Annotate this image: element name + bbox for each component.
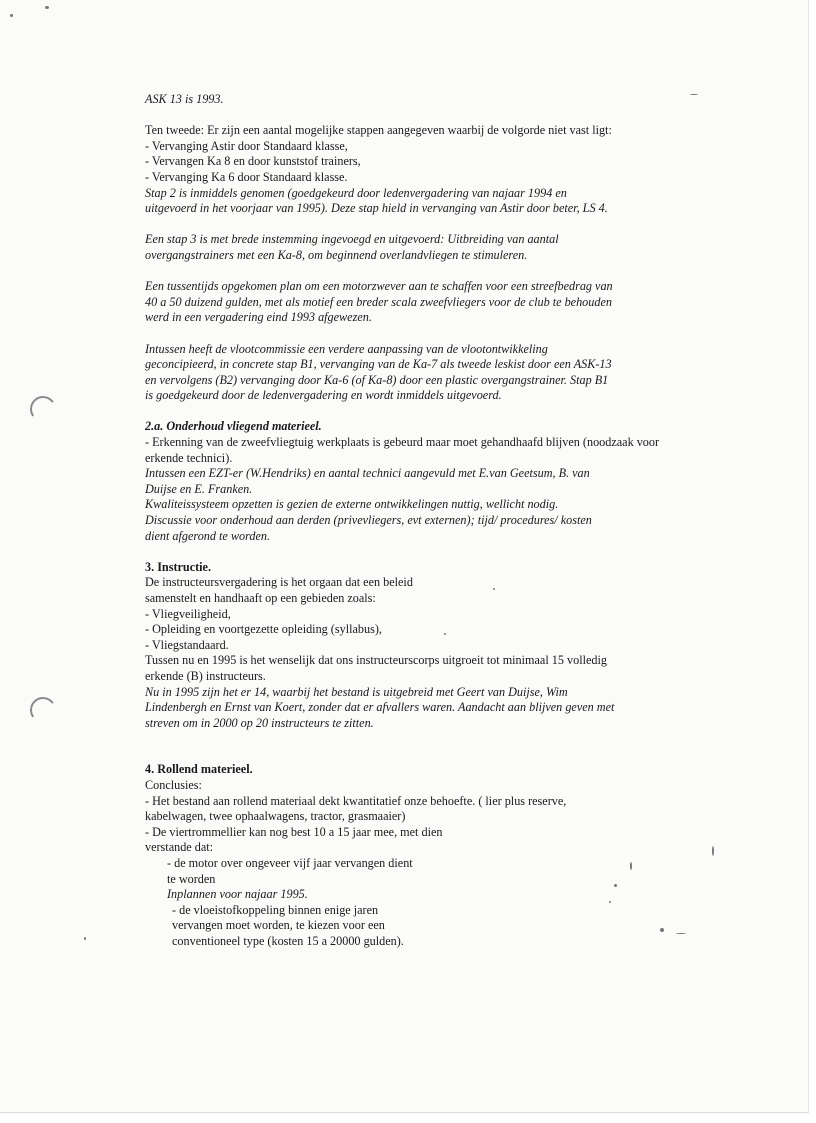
steps-item: - Vervanging Astir door Standaard klasse,	[145, 138, 348, 153]
section-line: Nu in 1995 zijn het er 14, waarbij het bestand is uitgebreid met Geert van Duijse, Wim	[145, 684, 568, 699]
section-heading: 4. Rollend materieel.	[145, 762, 253, 777]
section-rollend-materieel	[145, 762, 715, 949]
section-instructie	[145, 560, 715, 732]
section-line: - Vliegstandaard.	[145, 637, 229, 652]
vloot-line: en vervolgens (B2) vervanging door Ka-6 (of Ka-8) door een plastic overgangstrainer. Stap B1	[145, 372, 609, 387]
section-line: Kwaliteissysteem opzetten is gezien de externe ontwikkelingen nuttig, wellicht nodig.	[145, 497, 559, 512]
section-line: - Vliegveiligheid,	[145, 606, 231, 621]
section-line: - de vloeistofkoppeling binnen enige jaren	[172, 902, 379, 917]
section-line: kabelwagen, twee ophaalwagens, tractor, grasmaaier)	[145, 809, 406, 824]
section-line: - Erkenning van de zweefvliegtuig werkplaats is gebeurd maar moet gehandhaafd blijven (noodzaak voor	[145, 435, 660, 450]
step3-line: Een stap 3 is met brede instemming ingevoegd en uitgevoerd: Uitbreiding van aantal	[145, 232, 559, 247]
section-heading: 2.a. Onderhoud vliegend materieel.	[145, 419, 322, 434]
section-line: Inplannen voor najaar 1995.	[167, 887, 308, 902]
vloot-line: geconcipieerd, in concrete stap B1, vervanging van de Ka-7 als tweede leskist door een ASK-13	[145, 357, 612, 372]
document-body	[145, 92, 715, 949]
section-line: Discussie voor onderhoud aan derden (privevliegers, evt externen); tijd/ procedures/ kosten	[145, 513, 592, 528]
section-line: samenstelt en handhaaft op een gebieden zoals:	[145, 591, 376, 605]
section-line: De instructeursvergadering is het orgaan dat een beleid	[145, 575, 413, 590]
section-line: - De viertrommellier kan nog best 10 a 15 jaar mee, met dien	[145, 824, 443, 839]
section-line: conventioneel type (kosten 15 a 20000 gulden).	[172, 933, 404, 948]
section-line: Intussen een EZT-er (W.Hendriks) en aantal technici aangevuld met E.van Geetsum, B. van	[145, 466, 590, 481]
paragraph-vlootcommissie	[145, 342, 715, 404]
steps-note: Stap 2 is inmiddels genomen (goedgekeurd door ledenvergadering van najaar 1994 en	[145, 185, 567, 200]
section-line: verstande dat:	[145, 840, 214, 855]
motor-line: werd in een vergadering eind 1993 afgewezen.	[145, 310, 372, 325]
vloot-line: is goedgekeurd door de ledenvergadering en wordt inmiddels uitgevoerd.	[145, 388, 502, 403]
paragraph-step3	[145, 232, 715, 263]
section-line: streven om in 2000 op 20 instructeurs te zitten.	[145, 715, 374, 730]
scan-speck	[84, 937, 86, 940]
section-line: vervangen moet worden, te kiezen voor een	[172, 918, 385, 933]
section-line: Duijse en E. Franken.	[145, 481, 253, 496]
step3-line: overgangstrainers met een Ka-8, om beginnend overlandvliegen te stimuleren.	[145, 247, 528, 262]
steps-lead: Ten tweede: Er zijn een aantal mogelijke stappen aangegeven waarbij de volgorde niet vast ligt:	[145, 123, 612, 138]
section-line: - de motor over ongeveer vijf jaar vervangen dient	[167, 855, 413, 870]
paragraph-steps	[145, 123, 715, 217]
steps-item: - Vervanging Ka 6 door Standaard klasse.	[145, 169, 348, 184]
steps-note: uitgevoerd in het voorjaar van 1995). Deze stap hield in vervanging van Astir door beter, LS 4.	[145, 201, 608, 216]
steps-item: - Vervangen Ka 8 en door kunststof trainers,	[145, 154, 361, 169]
section-line: Conclusies:	[145, 777, 202, 792]
section-line: erkende technici).	[145, 450, 233, 465]
section-line: - Het bestand aan rollend materiaal dekt kwantitatief onze behoefte. ( lier plus reserve,	[145, 793, 567, 808]
section-line: te worden	[167, 871, 216, 886]
section-line: Lindenbergh en Ernst van Koert, zonder dat er afvallers waren. Aandacht aan blijven geven met	[145, 700, 615, 715]
section-line: - Opleiding en voortgezette opleiding (syllabus),	[145, 622, 382, 637]
scan-speck	[10, 14, 13, 17]
section-heading: 3. Instructie.	[145, 559, 212, 574]
punch-hole-top	[28, 394, 58, 424]
scan-speck	[45, 6, 49, 9]
motor-line: 40 a 50 duizend gulden, met als motief een breder scala zweefvliegers voor de club te behouden	[145, 294, 612, 309]
intro-line: ASK 13 is 1993.	[145, 92, 224, 106]
vloot-line: Intussen heeft de vlootcommissie een verdere aanpassing van de vlootontwikkeling	[145, 341, 548, 356]
paragraph-motorzwever	[145, 279, 715, 326]
section-line: Tussen nu en 1995 is het wenselijk dat ons instructeurscorps uitgroeit tot minimaal 15 volledig	[145, 653, 607, 668]
section-onderhoud	[145, 419, 715, 544]
section-line: erkende (B) instructeurs.	[145, 668, 266, 683]
section-line: dient afgerond te worden.	[145, 528, 271, 543]
punch-hole-bottom	[28, 695, 58, 725]
motor-line: Een tussentijds opgekomen plan om een motorzwever aan te schaffen voor een streefbedrag van	[145, 279, 613, 294]
